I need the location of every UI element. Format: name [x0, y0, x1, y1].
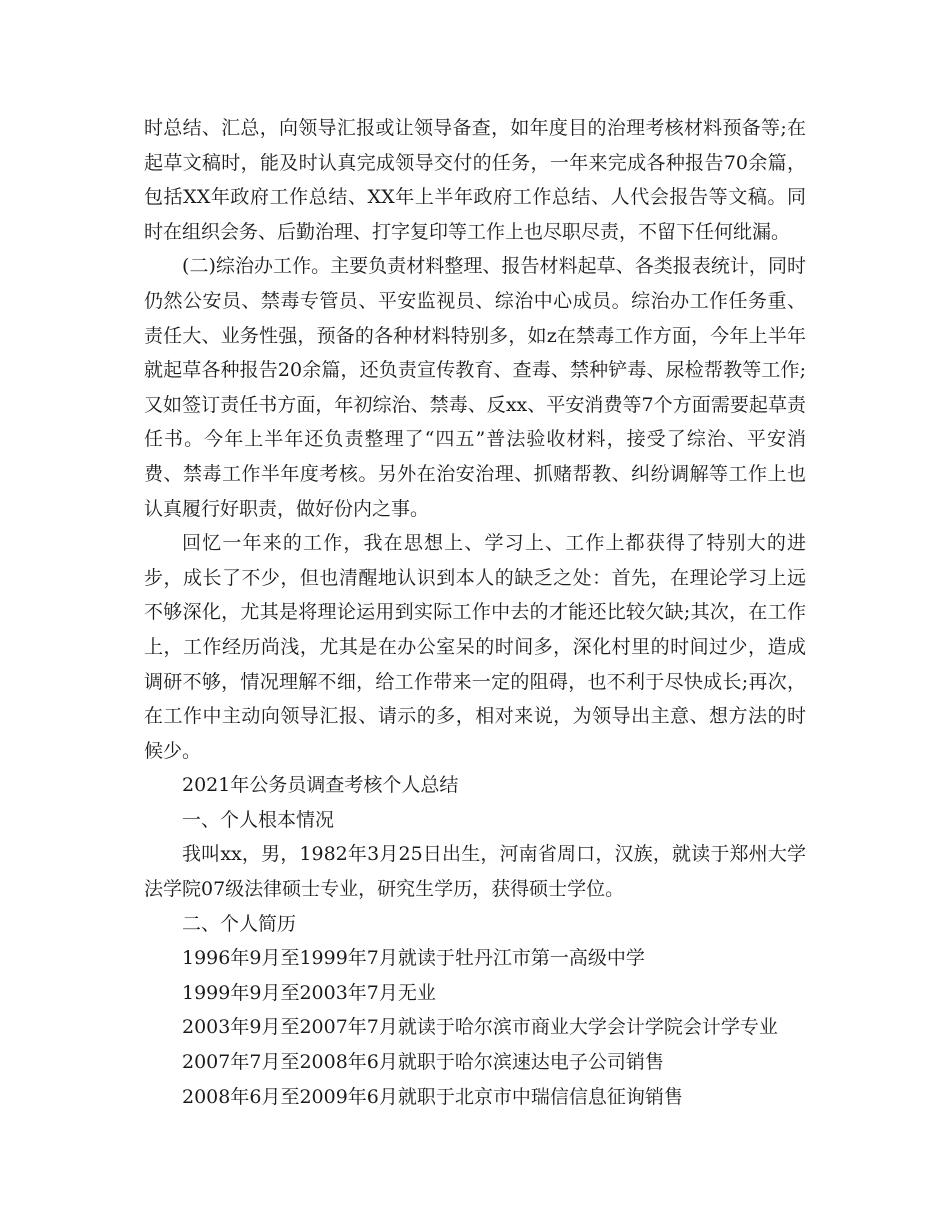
resume-entry-5: 2008年6月至2009年6月就职于北京市中瑞信信息征询销售 — [182, 1085, 683, 1108]
resume-entry-3: 2003年9月至2007年7月就读于哈尔滨市商业大学会计学院会计学专业 — [182, 1016, 778, 1039]
resume-entry-4: 2007年7月至2008年6月就职于哈尔滨速达电子公司销售 — [182, 1051, 664, 1074]
heading-basic-info: 一、个人根本情况 — [182, 808, 335, 831]
document-page — [144, 111, 806, 1114]
paragraph-year-reflection: 回忆一年来的工作，我在思想上、学习上、工作上都获得了特别大的进步，成长了不少，但也清醒地认识到本人的缺乏之处：首先，在理论学习上远不够深化，尤其是将理论运用到实际工作中去的才能还比较欠缺;其次，在工作上，工作经历尚浅，尤其是在办公室呆的时间多，深化村里的时间过少，造成调研不够，情况理解不细，给工作带来一定的阻碍，也不利于尽快成长;再次，在工作中主动向领导汇报、请示的多，相对来说，为领导出主意、想方法的时候少。 — [144, 532, 806, 762]
heading-resume: 二、个人简历 — [182, 912, 297, 935]
resume-entry-2: 1999年9月至2003年7月无业 — [182, 981, 436, 1004]
section-title: 2021年公务员调查考核个人总结 — [182, 774, 459, 797]
paragraph-basic-info: 我叫xx，男，1982年3月25日出生，河南省周口，汉族，就读于郑州大学法学院07级法律硕士专业，研究生学历，获得硕士学位。 — [144, 843, 806, 901]
resume-entry-1: 1996年9月至1999年7月就读于牡丹江市第一高级中学 — [182, 947, 645, 970]
paragraph-work-summary-continued: 时总结、汇总，向领导汇报或让领导备查，如年度目的治理考核材料预备等;在起草文稿时，能及时认真完成领导交付的任务，一年来完成各种报告70余篇，包括XX年政府工作总结、XX年上半年政府工作总结、人代会报告等文稿。同时在组织会务、后勤治理、打字复印等工作上也尽职尽责，不留下任何纰漏。 — [144, 117, 806, 243]
paragraph-comprehensive-office-work: (二)综治办工作。主要负责材料整理、报告材料起草、各类报表统计，同时仍然公安员、禁毒专管员、平安监视员、综治中心成员。综治办工作任务重、责任大、业务性强，预备的各种材料特别多，如z在禁毒工作方面，今年上半年就起草各种报告20余篇，还负责宣传教育、查毒、禁种铲毒、尿检帮教等工作;又如签订责任书方面，年初综治、禁毒、反xx、平安消费等7个方面需要起草责任书。今年上半年还负责整理了“四五”普法验收材料，接受了综治、平安消费、禁毒工作半年度考核。另外在治安治理、抓赌帮教、纠纷调解等工作上也认真履行好职责，做好份内之事。 — [144, 255, 806, 520]
